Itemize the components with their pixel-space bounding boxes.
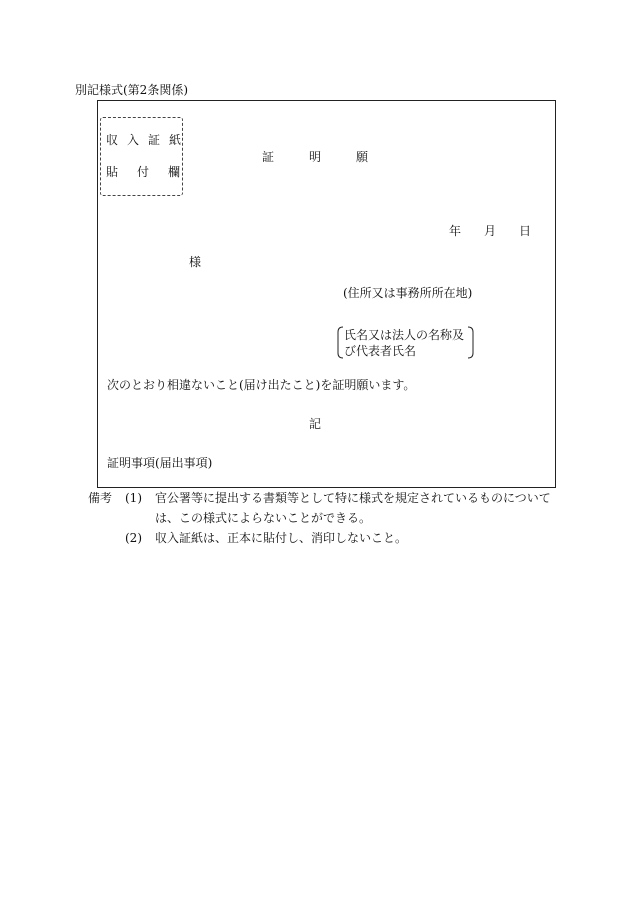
notes-heading: 備考 <box>88 491 113 505</box>
stamp-box-label-line2: 貼付欄 <box>106 165 200 179</box>
note-text-line: 官公署等に提出する書類等として特に様式を規定されているものについて <box>155 491 551 505</box>
date-day-label: 日 <box>519 224 532 238</box>
note-number: (1) <box>125 491 142 505</box>
note-text-line: は、この様式によらないことができる。 <box>155 511 372 525</box>
applicant-name-label-line1: 氏名又は法人の名称及 <box>344 328 465 342</box>
addressee-suffix: 様 <box>189 255 202 269</box>
form-label: 別記様式(第2条関係) <box>75 83 188 97</box>
note-number: (2) <box>125 531 142 545</box>
date-year-label: 年 <box>449 224 462 238</box>
certification-items-label: 証明事項(届出事項) <box>107 456 213 470</box>
applicant-name-label-line2: び代表者氏名 <box>344 344 417 358</box>
document-title: 証明願 <box>262 150 404 164</box>
ki-heading: 記 <box>309 417 322 431</box>
revenue-stamp-box <box>100 117 183 196</box>
note-text-line: 収入証紙は、正本に貼付し、消印しないこと。 <box>155 531 408 545</box>
date-month-label: 月 <box>484 224 497 238</box>
stamp-box-label-line1: 収入証紙 <box>106 133 191 147</box>
applicant-address-label: (住所又は事務所所在地) <box>343 286 473 300</box>
request-statement: 次のとおり相違ないこと(届け出たこと)を証明願います。 <box>107 378 416 392</box>
